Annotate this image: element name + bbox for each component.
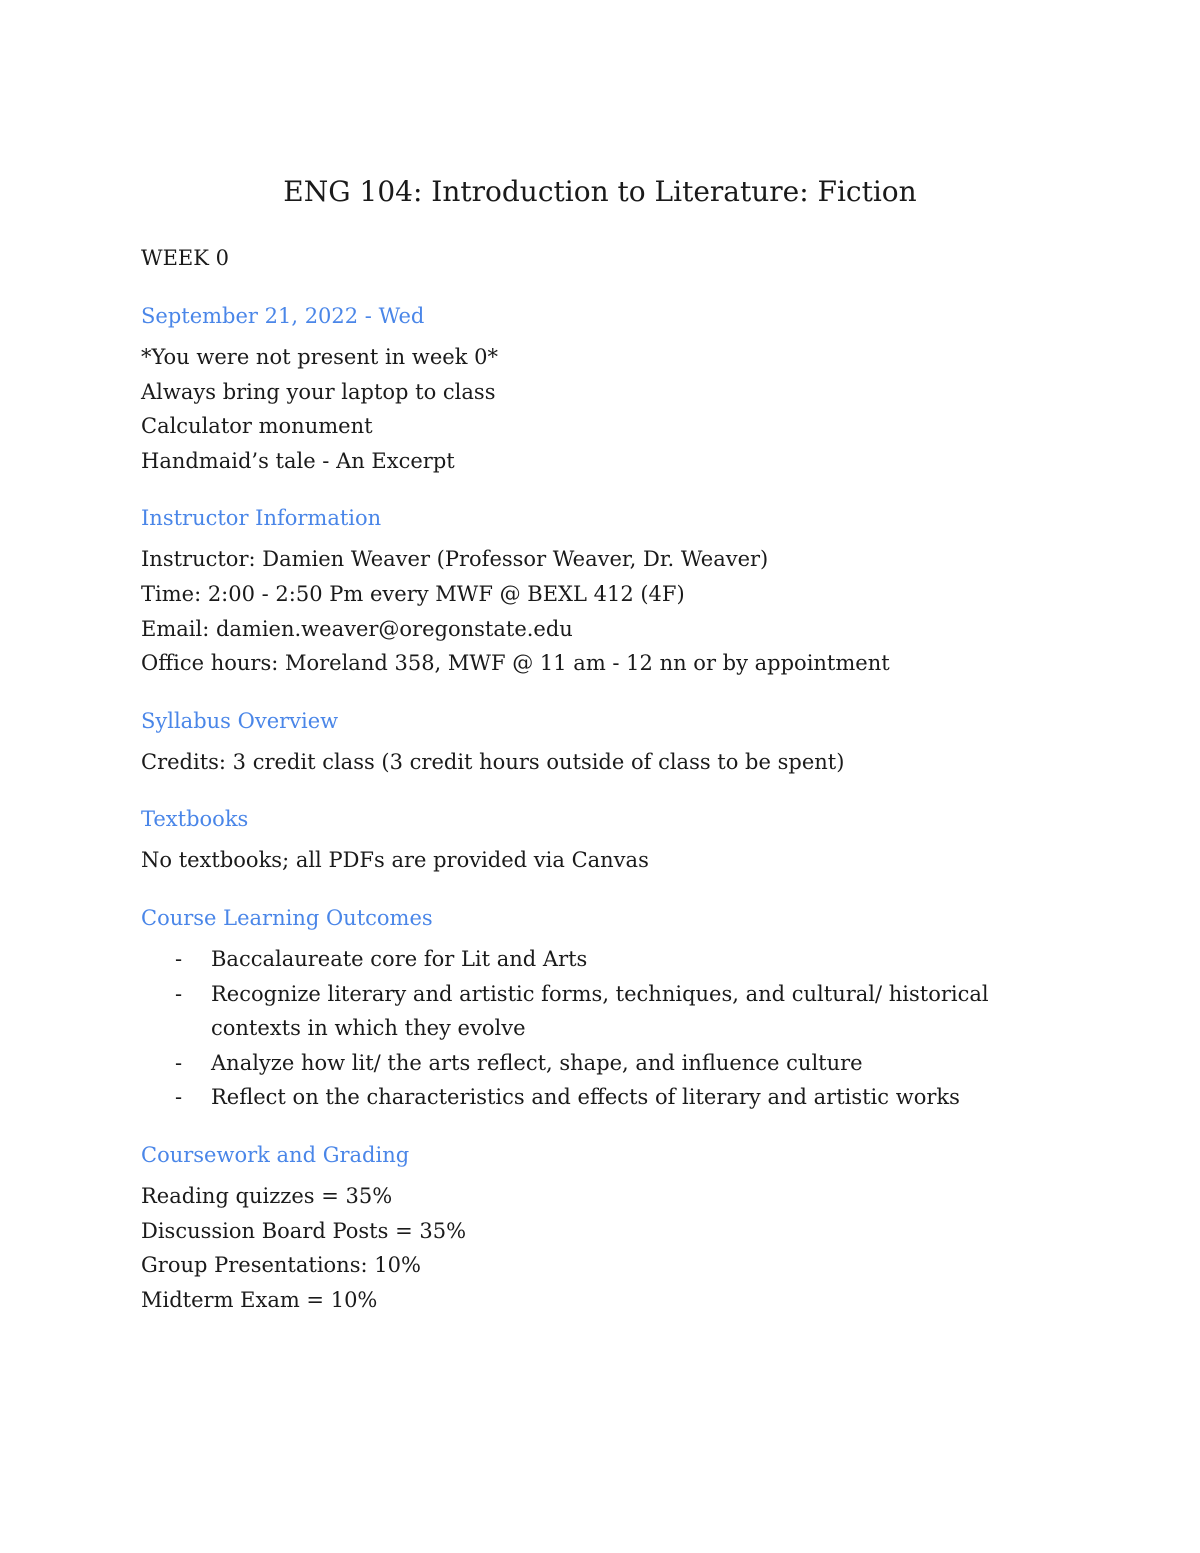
grading-section: [141, 1137, 1041, 1317]
outcome-text: Recognize literary and artistic forms, techniques, and cultural/ historical contexts in which they evolve: [211, 981, 989, 1041]
dash-bullet-icon: -: [175, 1085, 183, 1110]
instructor-section: [141, 500, 1041, 680]
week-label: WEEK 0: [141, 246, 229, 270]
outcome-item: [141, 1046, 1041, 1081]
outcome-item: [141, 977, 1041, 1046]
dash-bullet-icon: -: [175, 981, 183, 1006]
document-body: [141, 240, 1041, 1317]
grading-line: Midterm Exam = 10%: [141, 1287, 378, 1312]
syllabus-section: [141, 703, 1041, 780]
outcomes-heading: Course Learning Outcomes: [141, 905, 433, 930]
grading-heading: Coursework and Grading: [141, 1142, 410, 1167]
outcomes-list: [141, 942, 1041, 1115]
credits-line: Credits: 3 credit class (3 credit hours outside of class to be spent): [141, 749, 845, 774]
outcome-text: Reflect on the characteristics and effects of literary and artistic works: [211, 1085, 960, 1110]
date-section: [141, 298, 1041, 478]
instructor-heading: Instructor Information: [141, 506, 382, 531]
office-hours: Office hours: Moreland 358, MWF @ 11 am - 12 nn or by appointment: [141, 651, 890, 676]
instructor-email: Email: damien.weaver@oregonstate.edu: [141, 616, 573, 641]
dash-bullet-icon: -: [175, 1050, 183, 1075]
date-note-line: Always bring your laptop to class: [141, 379, 496, 404]
instructor-name: Instructor: Damien Weaver (Professor Weaver, Dr. Weaver): [141, 547, 769, 572]
date-note-line: Calculator monument: [141, 414, 373, 439]
class-time: Time: 2:00 - 2:50 Pm every MWF @ BEXL 412 (4F): [141, 581, 685, 606]
date-note-line: Handmaid’s tale - An Excerpt: [141, 448, 455, 473]
textbooks-heading: Textbooks: [141, 807, 249, 832]
dash-bullet-icon: -: [175, 946, 183, 971]
document-title: ENG 104: Introduction to Literature: Fiction: [283, 175, 917, 208]
outcome-text: Baccalaureate core for Lit and Arts: [211, 946, 588, 971]
textbooks-line: No textbooks; all PDFs are provided via Canvas: [141, 848, 649, 873]
grading-line: Group Presentations: 10%: [141, 1253, 421, 1278]
outcome-item: [141, 1080, 1041, 1115]
outcomes-section: [141, 900, 1041, 1115]
syllabus-heading: Syllabus Overview: [141, 708, 339, 733]
textbooks-section: [141, 801, 1041, 878]
date-heading: September 21, 2022 - Wed: [141, 304, 425, 328]
date-note-line: *You were not present in week 0*: [141, 345, 498, 369]
outcome-text: Analyze how lit/ the arts reflect, shape, and influence culture: [211, 1050, 863, 1075]
grading-line: Discussion Board Posts = 35%: [141, 1218, 467, 1243]
outcome-item: [141, 942, 1041, 977]
grading-line: Reading quizzes = 35%: [141, 1183, 393, 1208]
